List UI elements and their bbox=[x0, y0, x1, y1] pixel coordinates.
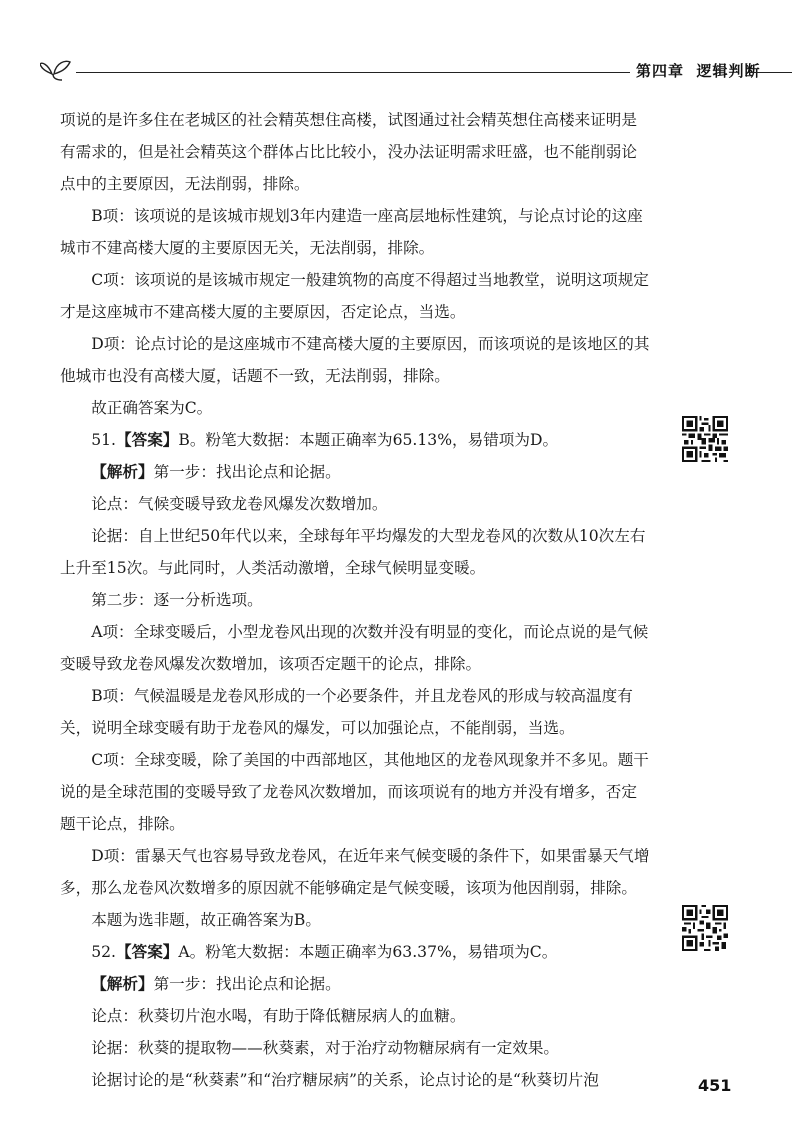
chapter-label: 第四章 bbox=[636, 62, 685, 80]
qr-code-icon[interactable] bbox=[682, 905, 728, 951]
sprout-icon bbox=[40, 52, 80, 82]
analysis-line-51 bbox=[60, 456, 652, 488]
paragraph: 论点：气候变暖导致龙卷风爆发次数增加。 bbox=[91, 495, 388, 513]
paragraph: 论点：秋葵切片泡水喝，有助于降低糖尿病人的血糖。 bbox=[91, 1007, 466, 1025]
question-number: 52. bbox=[91, 943, 116, 961]
answer-tag: 【答案】 bbox=[116, 942, 179, 961]
paragraph: B项：该项说的是该城市规划3年内建造一座高层地标性建筑，与论点讨论的这座城市不建高楼大厦的主要原因无关，无法削弱，排除。 bbox=[60, 207, 643, 257]
analysis-tag: 【解析】 bbox=[91, 974, 154, 993]
section-label: 逻辑判断 bbox=[696, 62, 761, 80]
paragraph: C项：该项说的是该城市规定一般建筑物的高度不得超过当地教堂，说明这项规定才是这座城市不建高楼大厦的主要原因，否定论点，当选。 bbox=[60, 271, 649, 321]
answer-text: B。粉笔大数据：本题正确率为65.13%，易错项为D。 bbox=[178, 431, 559, 449]
paragraph: C项：全球变暖，除了美国的中西部地区，其他地区的龙卷风现象并不多见。题干说的是全球范围的变暖导致了龙卷风次数增加，而该项说有的地方并没有增多，否定题干论点，排除。 bbox=[60, 751, 649, 833]
question-number: 51. bbox=[91, 431, 116, 449]
paragraph: D项：雷暴天气也容易导致龙卷风，在近年来气候变暖的条件下，如果雷暴天气增多，那么龙卷风次数增多的原因就不能够确定是气候变暖，该项为他因削弱，排除。 bbox=[60, 847, 650, 897]
page-header bbox=[40, 52, 792, 82]
paragraph: 本题为选非题，故正确答案为B。 bbox=[91, 911, 321, 929]
header-rule-left bbox=[76, 72, 630, 73]
answer-text: A。粉笔大数据：本题正确率为63.37%，易错项为C。 bbox=[178, 943, 558, 961]
answer-line-52 bbox=[60, 936, 652, 968]
paragraph: 项说的是许多住在老城区的社会精英想住高楼，试图通过社会精英想住高楼来证明是有需求的，但是社会精英这个群体占比比较小，没办法证明需求旺盛，也不能削弱论点中的主要原因，无法削弱，排除。 bbox=[60, 111, 637, 193]
paragraph: 故正确答案为C。 bbox=[91, 399, 213, 417]
paragraph: 第二步：逐一分析选项。 bbox=[91, 591, 263, 609]
analysis-line-52 bbox=[60, 968, 652, 1000]
paragraph: D项：论点讨论的是这座城市不建高楼大厦的主要原因，而该项说的是该地区的其他城市也没有高楼大厦，话题不一致，无法削弱，排除。 bbox=[60, 335, 650, 385]
paragraph: 论据：自上世纪50年代以来，全球每年平均爆发的大型龙卷风的次数从10次左右上升至15次。与此同时，人类活动激增，全球气候明显变暖。 bbox=[60, 527, 646, 577]
answer-tag: 【答案】 bbox=[116, 430, 179, 449]
page-body bbox=[60, 104, 652, 1096]
answer-line-51 bbox=[60, 424, 652, 456]
page-number: 451 bbox=[698, 1076, 732, 1095]
paragraph: A项：全球变暖后，小型龙卷风出现的次数并没有明显的变化，而论点说的是气候变暖导致龙卷风爆发次数增加，该项否定题干的论点，排除。 bbox=[60, 623, 649, 673]
analysis-tag: 【解析】 bbox=[91, 462, 154, 481]
paragraph: B项：气候温暖是龙卷风形成的一个必要条件，并且龙卷风的形成与较高温度有关，说明全球变暖有助于龙卷风的爆发，可以加强论点，不能削弱，当选。 bbox=[60, 687, 633, 737]
paragraph: 论据：秋葵的提取物——秋葵素，对于治疗动物糖尿病有一定效果。 bbox=[91, 1039, 560, 1057]
qr-code-icon[interactable] bbox=[682, 416, 728, 462]
analysis-text: 第一步：找出论点和论据。 bbox=[153, 463, 341, 481]
analysis-text: 第一步：找出论点和论据。 bbox=[153, 975, 341, 993]
paragraph: 论据讨论的是“秋葵素”和“治疗糖尿病”的关系，论点讨论的是“秋葵切片泡 bbox=[91, 1071, 599, 1089]
header-rule-right bbox=[746, 72, 792, 73]
header-title bbox=[636, 60, 760, 81]
